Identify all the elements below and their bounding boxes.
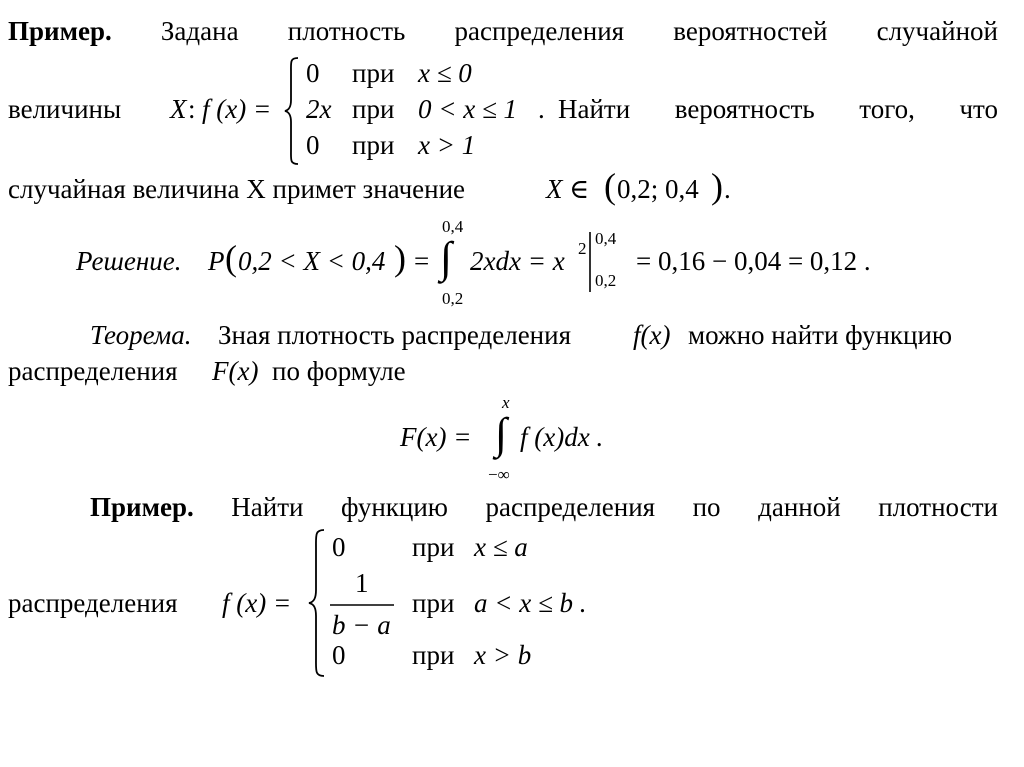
word: по	[692, 492, 721, 522]
ex2-case1-condition: x ≤ a	[474, 532, 528, 562]
prob-left-paren: (	[225, 238, 237, 278]
word: Найти	[558, 94, 631, 124]
word: распределения	[454, 16, 625, 46]
case2-value: 2x	[306, 94, 332, 124]
ex2-case2-pri: при	[412, 588, 455, 618]
formula-rhs: f (x)dx .	[520, 422, 604, 452]
theorem-label: Теорема.	[90, 320, 192, 350]
formula-integral-sign: ∫	[495, 409, 508, 458]
case1-pri: при	[352, 58, 395, 88]
example1-line3-text: случайная величина X примет значение	[8, 174, 466, 204]
density-fx: f (x) =	[202, 94, 272, 124]
interval-left-paren: (	[604, 166, 616, 206]
theorem-Fx: F(x)	[212, 356, 259, 386]
prob-equals: =	[414, 246, 430, 276]
ex2-case2-condition: a < x ≤ b .	[474, 588, 587, 618]
word: того,	[859, 94, 915, 124]
word-velichiny: величины	[8, 94, 122, 124]
word: плотность	[287, 16, 406, 46]
integrand: 2xdx = x	[470, 246, 565, 276]
word: распределения	[485, 492, 656, 522]
integral-sign: ∫	[440, 233, 453, 282]
theorem-fx: f(x)	[633, 320, 671, 350]
prob-right-paren: )	[394, 238, 406, 278]
example2-line1	[90, 494, 998, 521]
theorem-text1: Зная плотность распределения	[218, 320, 572, 350]
example1-line3-math: X ∈	[546, 174, 590, 204]
case1-condition: x ≤ 0	[418, 58, 472, 88]
ex2-case3-pri: при	[412, 640, 455, 670]
brace-1	[284, 56, 300, 166]
word: Задана	[160, 16, 239, 46]
case3-value: 0	[306, 130, 320, 160]
theorem-line2a: распределения	[8, 356, 178, 386]
word: что	[959, 94, 998, 124]
case3-condition: x > 1	[418, 130, 476, 160]
var-X: X	[170, 94, 187, 124]
colon: :	[188, 94, 196, 124]
uniform-density-fx: f (x) =	[222, 588, 292, 618]
fraction-numerator: 1	[355, 568, 369, 598]
solution-label: Решение.	[76, 246, 182, 276]
ex2-case1-value: 0	[332, 532, 346, 562]
example1-line2-tail	[558, 96, 998, 123]
eval-lower: 0,2	[595, 271, 617, 290]
interval-right-paren: )	[711, 166, 723, 206]
integral-lower-limit: 0,2	[442, 289, 464, 308]
word: плотности	[878, 492, 998, 522]
case2-condition: 0 < x ≤ 1	[418, 94, 518, 124]
word: вероятность	[674, 94, 815, 124]
theorem-text2: можно найти функцию	[688, 320, 953, 350]
word: Найти	[231, 492, 304, 522]
formula-upper-limit: x	[502, 393, 510, 412]
word: случайной	[876, 16, 998, 46]
case2-pri: при	[352, 94, 395, 124]
prob-P: P	[208, 246, 225, 276]
word: данной	[758, 492, 841, 522]
word-raspredeleniya: распределения	[8, 588, 178, 618]
ex2-case3-value: 0	[332, 640, 346, 670]
solution-result: = 0,16 − 0,04 = 0,12 .	[636, 246, 871, 276]
brace-2	[308, 528, 326, 678]
eval-upper: 0,4	[595, 229, 617, 248]
exponent: 2	[578, 239, 587, 258]
example1-end-dot: .	[724, 174, 731, 204]
case2-dot: .	[538, 94, 545, 124]
formula-lhs: F(x) =	[400, 422, 472, 452]
evaluation-bar	[589, 232, 593, 292]
integral-upper-limit: 0,4	[442, 217, 464, 236]
formula-lower-limit: −∞	[488, 465, 510, 484]
example1-line1	[8, 18, 998, 45]
ex2-case3-condition: x > b	[474, 640, 532, 670]
interval-values: 0,2; 0,4	[617, 174, 699, 204]
case3-pri: при	[352, 130, 395, 160]
word: функцию	[341, 492, 448, 522]
ex2-case1-pri: при	[412, 532, 455, 562]
theorem-line2b: по формуле	[272, 356, 406, 386]
example1-label: Пример.	[8, 16, 112, 46]
fraction-denominator: b − a	[332, 610, 391, 640]
fraction-bar	[330, 604, 394, 607]
case1-value: 0	[306, 58, 320, 88]
example2-label: Пример.	[90, 492, 194, 522]
word: вероятностей	[673, 16, 828, 46]
prob-inner: 0,2 < X < 0,4	[238, 246, 386, 276]
